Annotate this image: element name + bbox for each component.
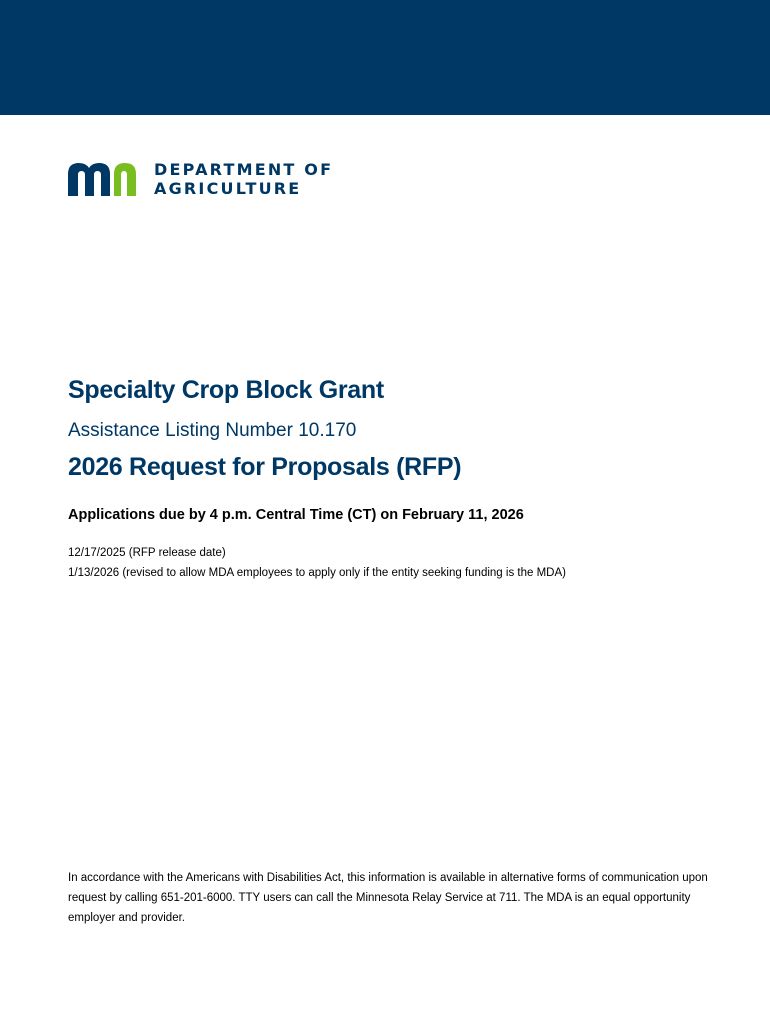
mn-logo-icon (68, 160, 146, 198)
header-band (0, 0, 770, 115)
ada-statement: In accordance with the Americans with Disabilities Act, this information is available in alternative forms of communication upon request by calling 651-201-6000. TTY users can call the Minnesota Relay Service at 711. The MDA is an equal opportunity employer and provider. (68, 872, 708, 924)
rfp-title: 2026 Request for Proposals (RFP) (68, 453, 462, 481)
document-title: Specialty Crop Block Grant (68, 376, 384, 404)
due-date-notice: Applications due by 4 p.m. Central Time (CT) on February 11, 2026 (68, 507, 524, 523)
logo-line-1: DEPARTMENT OF (154, 160, 334, 179)
assistance-listing-number: Assistance Listing Number 10.170 (68, 420, 357, 441)
logo-wordmark (154, 160, 333, 198)
revision-date-line: 1/13/2026 (revised to allow MDA employees to apply only if the entity seeking funding is the MDA) (68, 567, 566, 579)
logo-line-2: AGRICULTURE (154, 179, 302, 198)
revision-dates (68, 543, 566, 583)
release-date-line: 12/17/2025 (RFP release date) (68, 547, 226, 559)
mda-logo (68, 160, 333, 198)
